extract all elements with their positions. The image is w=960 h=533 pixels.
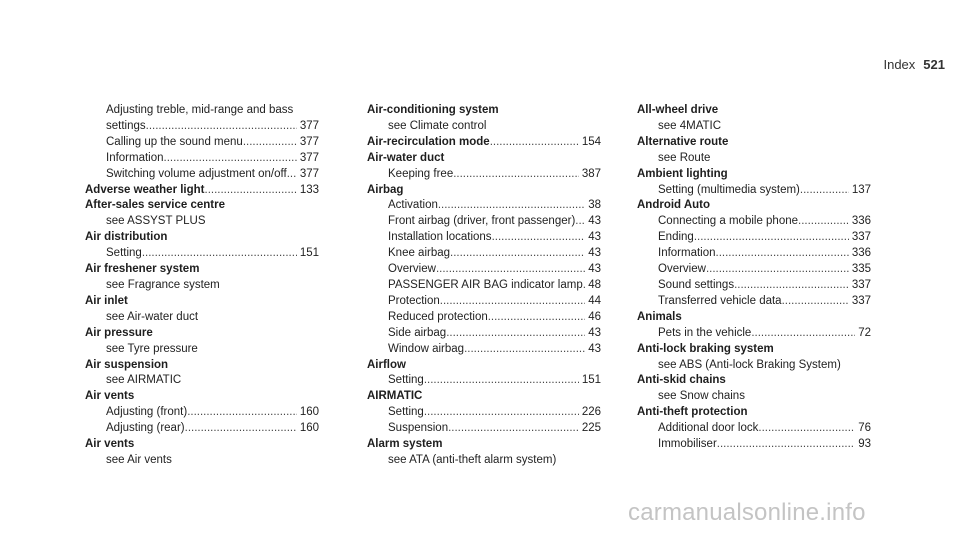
subentry-text: Side airbag bbox=[388, 326, 447, 339]
heading-text: Airflow bbox=[367, 358, 406, 371]
subentry-text: see Tyre pressure bbox=[106, 342, 198, 355]
index-entry bbox=[85, 358, 319, 390]
index-subentry bbox=[367, 421, 601, 437]
dot-leader bbox=[287, 167, 297, 183]
dot-leader bbox=[450, 246, 585, 262]
dot-leader bbox=[424, 405, 579, 421]
index-subentry bbox=[367, 198, 601, 214]
page-ref: 335 bbox=[851, 263, 871, 276]
index-entry bbox=[85, 437, 319, 469]
index-subentry bbox=[85, 246, 319, 262]
watermark: carmanualsonline.info bbox=[628, 499, 866, 526]
index-subentry bbox=[637, 183, 871, 199]
index-subentry bbox=[367, 405, 601, 421]
dot-leader bbox=[164, 151, 297, 167]
index-heading bbox=[367, 183, 601, 199]
subentry-text: Front airbag (driver, front passenger) bbox=[388, 215, 576, 228]
heading-text: Air distribution bbox=[85, 231, 168, 244]
dot-leader bbox=[424, 373, 579, 389]
index-entry bbox=[85, 294, 319, 326]
index-heading bbox=[85, 262, 319, 278]
heading-text: Air freshener system bbox=[85, 263, 200, 276]
heading-text: AIRMATIC bbox=[367, 390, 423, 403]
subentry-text: see ASSYST PLUS bbox=[106, 215, 206, 228]
index-subentry bbox=[637, 294, 871, 310]
page-ref: 160 bbox=[299, 422, 319, 435]
index-heading bbox=[367, 103, 601, 119]
index-subentry bbox=[637, 278, 871, 294]
subentry-text: see AIRMATIC bbox=[106, 374, 182, 387]
index-heading bbox=[367, 358, 601, 374]
index-heading bbox=[85, 183, 319, 199]
index-subentry bbox=[637, 358, 871, 374]
index-subentry bbox=[637, 246, 871, 262]
index-entry bbox=[367, 103, 601, 135]
dot-leader bbox=[782, 294, 849, 310]
subentry-text: Setting bbox=[388, 406, 424, 419]
index-entry bbox=[637, 342, 871, 374]
dot-leader bbox=[440, 294, 585, 310]
subentry-text: Additional door lock bbox=[658, 422, 759, 435]
subentry-text: Knee airbag bbox=[388, 247, 451, 260]
index-entry bbox=[85, 103, 319, 183]
page-ref: 151 bbox=[299, 247, 319, 260]
index-subentry bbox=[85, 405, 319, 421]
heading-text: Air pressure bbox=[85, 326, 153, 339]
subentry-text: Setting (multimedia system) bbox=[658, 183, 800, 196]
index-entry bbox=[637, 135, 871, 167]
heading-text: Ambient lighting bbox=[637, 167, 728, 180]
dot-leader bbox=[436, 262, 585, 278]
subentry-text: Switching volume adjustment on/off bbox=[106, 167, 287, 180]
heading-text: Air-water duct bbox=[367, 151, 445, 164]
index-subentry bbox=[85, 103, 319, 119]
index-subentry bbox=[637, 421, 871, 437]
page-ref: 43 bbox=[588, 247, 601, 260]
page-ref: 337 bbox=[851, 231, 871, 244]
subentry-text: Window airbag bbox=[388, 342, 465, 355]
heading-text: Alarm system bbox=[367, 438, 443, 451]
index-heading bbox=[367, 135, 601, 151]
index-entry bbox=[367, 389, 601, 437]
index-subentry bbox=[85, 278, 319, 294]
heading-text: Anti-skid chains bbox=[637, 374, 726, 387]
subentry-text: Pets in the vehicle bbox=[658, 326, 752, 339]
dot-leader bbox=[185, 421, 297, 437]
index-subentry bbox=[85, 167, 319, 183]
dot-leader bbox=[758, 421, 855, 437]
index-subentry bbox=[367, 262, 601, 278]
dot-leader bbox=[706, 262, 849, 278]
index-subentry bbox=[85, 135, 319, 151]
subentry-text: PASSENGER AIR BAG indicator lamp bbox=[388, 278, 583, 291]
page-ref: 43 bbox=[588, 326, 601, 339]
subentry-text: Ending bbox=[658, 231, 694, 244]
dot-leader bbox=[187, 405, 297, 421]
index-column-2 bbox=[367, 103, 601, 469]
subentry-text: Calling up the sound menu bbox=[106, 135, 243, 148]
subentry-text: Adjusting treble, mid-range and bass bbox=[106, 104, 294, 116]
subentry-text: Sound settings bbox=[658, 278, 735, 291]
index-entry bbox=[85, 326, 319, 358]
subentry-text: Protection bbox=[388, 294, 440, 307]
heading-text: Air-conditioning system bbox=[367, 104, 499, 116]
dot-leader bbox=[488, 310, 585, 326]
index-subentry bbox=[367, 230, 601, 246]
subentry-text: Overview bbox=[658, 263, 706, 276]
index-entry bbox=[367, 437, 601, 469]
page-ref: 93 bbox=[858, 438, 871, 451]
subentry-text: Keeping free bbox=[388, 167, 454, 180]
page-ref: 160 bbox=[299, 406, 319, 419]
index-heading bbox=[85, 198, 319, 214]
heading-text: Anti-lock braking system bbox=[637, 342, 774, 355]
dot-leader bbox=[694, 230, 849, 246]
heading-text: Alternative route bbox=[637, 135, 729, 148]
index-entry bbox=[637, 167, 871, 199]
page-ref: 377 bbox=[299, 119, 319, 132]
index-entry bbox=[637, 405, 871, 453]
index-subentry bbox=[367, 373, 601, 389]
heading-text: Anti-theft protection bbox=[637, 406, 748, 419]
index-entry bbox=[637, 198, 871, 309]
subentry-text: see Fragrance system bbox=[106, 278, 220, 291]
subentry-text: see Climate control bbox=[388, 119, 487, 132]
subentry-text: see Air-water duct bbox=[106, 310, 199, 323]
subentry-text: see ATA (anti-theft alarm system) bbox=[388, 453, 557, 466]
subentry-text: see Air vents bbox=[106, 453, 172, 466]
subentry-text: Information bbox=[658, 247, 716, 260]
dot-leader bbox=[751, 326, 855, 342]
page-ref: 38 bbox=[588, 199, 601, 212]
index-entry bbox=[367, 135, 601, 151]
dot-leader bbox=[716, 246, 849, 262]
index-subentry bbox=[367, 310, 601, 326]
index-entry bbox=[367, 358, 601, 390]
index-subentry bbox=[637, 389, 871, 405]
index-subentry bbox=[637, 214, 871, 230]
index-subentry bbox=[85, 342, 319, 358]
page-ref: 48 bbox=[588, 278, 601, 291]
index-heading bbox=[637, 167, 871, 183]
page-ref: 387 bbox=[581, 167, 601, 180]
index-subentry bbox=[85, 310, 319, 326]
index-heading bbox=[637, 405, 871, 421]
page-ref: 336 bbox=[851, 247, 871, 260]
index-subentry bbox=[367, 167, 601, 183]
page-number: 521 bbox=[923, 57, 945, 72]
index-subentry bbox=[85, 119, 319, 135]
index-heading bbox=[85, 326, 319, 342]
dot-leader bbox=[734, 278, 849, 294]
index-subentry bbox=[367, 246, 601, 262]
index-subentry bbox=[637, 230, 871, 246]
dot-leader bbox=[490, 135, 579, 151]
dot-leader bbox=[800, 183, 849, 199]
subentry-text: Transferred vehicle data bbox=[658, 294, 782, 307]
page-ref: 336 bbox=[851, 215, 871, 228]
page-ref: 43 bbox=[588, 342, 601, 355]
index-heading bbox=[85, 358, 319, 374]
page-ref: 377 bbox=[299, 135, 319, 148]
page-ref: 76 bbox=[858, 422, 871, 435]
heading-text: Android Auto bbox=[637, 199, 711, 212]
page-ref: 133 bbox=[299, 183, 319, 196]
subentry-text: settings bbox=[106, 119, 146, 132]
page-ref: 46 bbox=[588, 310, 601, 323]
page-header bbox=[883, 57, 945, 72]
index-heading bbox=[637, 310, 871, 326]
page-ref: 225 bbox=[581, 422, 601, 435]
index-subentry bbox=[85, 151, 319, 167]
heading-text: Air suspension bbox=[85, 358, 169, 371]
index-entry bbox=[367, 183, 601, 358]
subentry-text: see Snow chains bbox=[658, 390, 745, 403]
heading-text: Adverse weather light bbox=[85, 183, 205, 196]
page-ref: 226 bbox=[581, 406, 601, 419]
heading-text: All-wheel drive bbox=[637, 104, 719, 116]
index-subentry bbox=[637, 151, 871, 167]
index-entry bbox=[85, 262, 319, 294]
dot-leader bbox=[717, 437, 855, 453]
index-heading bbox=[637, 198, 871, 214]
index-heading bbox=[637, 373, 871, 389]
index-entry bbox=[637, 103, 871, 135]
heading-text: After-sales service centre bbox=[85, 199, 225, 212]
index-subentry bbox=[367, 294, 601, 310]
dot-leader bbox=[492, 230, 586, 246]
subentry-text: see ABS (Anti-lock Braking System) bbox=[658, 358, 841, 371]
index-subentry bbox=[367, 453, 601, 469]
index-entry bbox=[637, 310, 871, 342]
index-heading bbox=[85, 389, 319, 405]
dot-leader bbox=[798, 214, 849, 230]
index-heading bbox=[367, 151, 601, 167]
dot-leader bbox=[446, 326, 585, 342]
subentry-text: Setting bbox=[106, 247, 142, 260]
dot-leader bbox=[575, 214, 585, 230]
index-subentry bbox=[637, 119, 871, 135]
index-heading bbox=[367, 437, 601, 453]
index-heading bbox=[637, 342, 871, 358]
index-subentry bbox=[85, 214, 319, 230]
index-entry bbox=[85, 183, 319, 199]
heading-text: Air-recirculation mode bbox=[367, 135, 490, 148]
subentry-text: Adjusting (rear) bbox=[106, 422, 185, 435]
index-subentry bbox=[367, 342, 601, 358]
index-entry bbox=[85, 198, 319, 230]
dot-leader bbox=[453, 167, 579, 183]
heading-text: Air inlet bbox=[85, 294, 128, 307]
subentry-text: Adjusting (front) bbox=[106, 406, 188, 419]
subentry-text: Information bbox=[106, 151, 164, 164]
page-ref: 43 bbox=[588, 215, 601, 228]
index-subentry bbox=[85, 421, 319, 437]
index-subentry bbox=[367, 326, 601, 342]
index-column-1 bbox=[85, 103, 319, 469]
index-entry bbox=[637, 373, 871, 405]
dot-leader bbox=[464, 342, 585, 358]
subentry-text: Overview bbox=[388, 263, 436, 276]
dot-leader bbox=[438, 198, 585, 214]
dot-leader bbox=[142, 246, 297, 262]
index-subentry bbox=[85, 453, 319, 469]
index-entry bbox=[85, 389, 319, 437]
index-entry bbox=[367, 151, 601, 183]
index-heading bbox=[85, 294, 319, 310]
index-subentry bbox=[367, 278, 601, 294]
index-entry bbox=[85, 230, 319, 262]
page-ref: 137 bbox=[851, 183, 871, 196]
index-heading bbox=[637, 103, 871, 119]
index-heading bbox=[367, 389, 601, 405]
subentry-text: Reduced protection bbox=[388, 310, 488, 323]
subentry-text: Installation locations bbox=[388, 231, 492, 244]
section-label: Index bbox=[883, 57, 916, 72]
subentry-text: Suspension bbox=[388, 422, 449, 435]
subentry-text: Activation bbox=[388, 199, 438, 212]
subentry-text: Immobiliser bbox=[658, 438, 717, 451]
subentry-text: see 4MATIC bbox=[658, 119, 722, 132]
index-heading bbox=[85, 437, 319, 453]
page-ref: 154 bbox=[581, 135, 601, 148]
index-subentry bbox=[637, 326, 871, 342]
subentry-text: see Route bbox=[658, 151, 711, 164]
page-ref: 377 bbox=[299, 151, 319, 164]
index-subentry bbox=[367, 119, 601, 135]
index-column-3 bbox=[637, 103, 871, 453]
subentry-text: Connecting a mobile phone bbox=[658, 215, 799, 228]
heading-text: Air vents bbox=[85, 390, 135, 403]
page-ref: 43 bbox=[588, 263, 601, 276]
dot-leader bbox=[448, 421, 579, 437]
page-ref: 337 bbox=[851, 278, 871, 291]
index-heading bbox=[85, 230, 319, 246]
page-ref: 151 bbox=[581, 374, 601, 387]
heading-text: Airbag bbox=[367, 183, 404, 196]
heading-text: Air vents bbox=[85, 438, 135, 451]
dot-leader bbox=[205, 183, 297, 199]
subentry-text: Setting bbox=[388, 374, 424, 387]
page-ref: 337 bbox=[851, 294, 871, 307]
index-subentry bbox=[85, 373, 319, 389]
page-ref: 43 bbox=[588, 231, 601, 244]
index-subentry bbox=[637, 437, 871, 453]
dot-leader bbox=[146, 119, 297, 135]
index-subentry bbox=[637, 262, 871, 278]
page-ref: 377 bbox=[299, 167, 319, 180]
page-ref: 72 bbox=[858, 326, 871, 339]
page-ref: 44 bbox=[588, 294, 601, 307]
heading-text: Animals bbox=[637, 310, 682, 323]
index-subentry bbox=[367, 214, 601, 230]
dot-leader bbox=[243, 135, 297, 151]
index-heading bbox=[637, 135, 871, 151]
